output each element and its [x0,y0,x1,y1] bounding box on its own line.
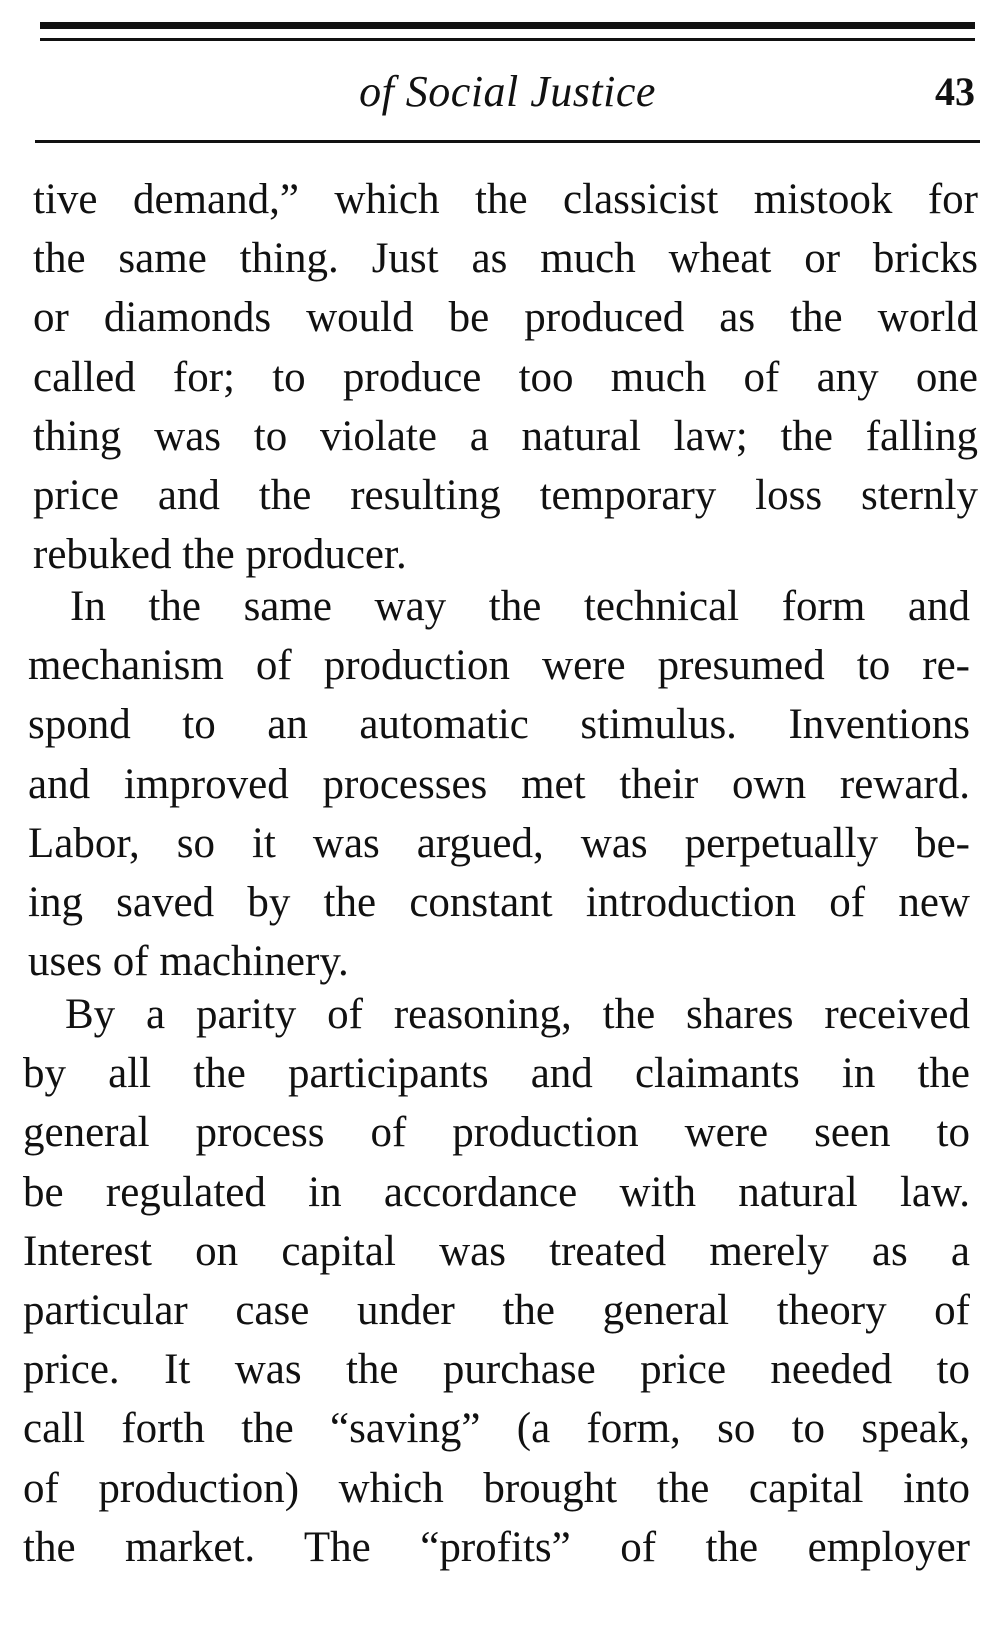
text-line: rebuked the producer. [33,531,407,579]
text-line: price and the resulting temporary loss sternly [33,471,978,519]
text-line: tive demand,” which the classicist mistook for [33,176,978,223]
text-line: or diamonds would be produced as the world [33,294,978,342]
text-line: call forth the “saving” (a form, so to speak, [23,1405,970,1453]
paragraph-3 [23,985,970,1577]
header-double-rule-thick [40,22,975,29]
running-title: of Social Justice [359,67,656,116]
text-line: called for; to produce too much of any one [33,353,978,401]
text-line: uses of machinery. [28,938,349,986]
text-line: price. It was the purchase price needed to [23,1346,970,1394]
header-rule [35,140,980,143]
text-line: spond to an automatic stimulus. Inventions [28,701,970,749]
text-line: By a parity of reasoning, the shares received [65,991,970,1038]
text-line: the same thing. Just as much wheat or bricks [33,235,978,283]
text-line: ing saved by the constant introduction of new [28,878,970,926]
text-line: general process of production were seen to [23,1109,970,1157]
text-line: be regulated in accordance with natural law. [23,1168,970,1216]
text-line: mechanism of production were presumed to re- [28,642,970,690]
running-head [40,62,975,122]
text-line: and improved processes met their own reward. [28,760,970,808]
paragraph-2 [28,577,970,991]
text-line: the market. The “profits” of the employer [23,1523,970,1571]
text-line: by all the participants and claimants in the [23,1050,970,1098]
text-line: particular case under the general theory of [23,1286,970,1334]
header-double-rule-thin [40,38,975,41]
text-line: thing was to violate a natural law; the falling [33,412,978,460]
paragraph-1 [33,170,978,584]
text-line: Labor, so it was argued, was perpetually be- [28,819,970,867]
text-line: Interest on capital was treated merely as a [23,1227,970,1275]
page-number: 43 [935,69,975,114]
text-line: of production) which brought the capital into [23,1464,970,1512]
text-line: In the same way the technical form and [70,583,970,630]
